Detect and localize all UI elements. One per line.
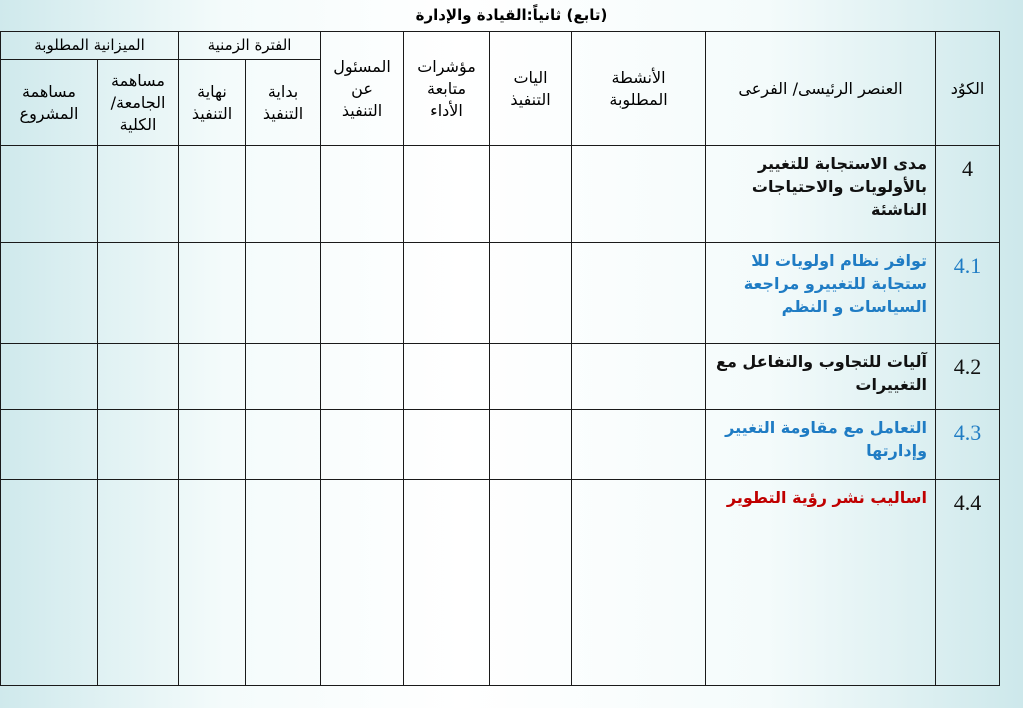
cell-start [246,344,321,410]
cell-mechanisms [490,344,572,410]
cell-university [98,480,179,686]
cell-project [1,146,98,243]
col-header-start: بداية التنفيذ [246,60,321,146]
cell-mechanisms [490,410,572,480]
row-element: مدى الاستجابة للتغيير بالأولويات والاحتياجات الناشئة [706,146,936,243]
cell-mechanisms [490,146,572,243]
plan-table [0,31,1000,686]
cell-start [246,480,321,686]
table-row [1,410,1000,480]
cell-activities [572,243,706,344]
cell-university [98,344,179,410]
row-code: 4.1 [936,243,1000,344]
col-header-end: نهاية التنفيذ [179,60,246,146]
row-code: 4.3 [936,410,1000,480]
cell-end [179,480,246,686]
cell-activities [572,410,706,480]
table-row [1,480,1000,686]
cell-project [1,480,98,686]
cell-responsible [321,410,404,480]
cell-university [98,410,179,480]
cell-project [1,410,98,480]
cell-project [1,344,98,410]
col-header-mechanisms: اليات التنفيذ [490,32,572,146]
cell-activities [572,146,706,243]
header-row-top [1,32,1000,60]
cell-end [179,146,246,243]
row-element: اساليب نشر رؤية التطوير [706,480,936,686]
page-title: (تابع) ثانياً:القيادة والإدارة [415,6,608,24]
cell-indicators [404,410,490,480]
row-element: التعامل مع مقاومة التغيير وإدارتها [706,410,936,480]
table-row [1,146,1000,243]
cell-responsible [321,344,404,410]
col-header-code: الكوُد [936,32,1000,146]
cell-end [179,344,246,410]
cell-start [246,146,321,243]
cell-university [98,146,179,243]
cell-responsible [321,146,404,243]
cell-mechanisms [490,243,572,344]
col-header-university: مساهمة الجامعة/ الكلية [98,60,179,146]
cell-indicators [404,480,490,686]
cell-indicators [404,243,490,344]
row-element: توافر نظام اولويات للا ستجابة للتغييرو مراجعة السياسات و النظم [706,243,936,344]
cell-start [246,410,321,480]
cell-university [98,243,179,344]
col-header-element: العنصر الرئيسى/ الفرعى [706,32,936,146]
table-row [1,243,1000,344]
cell-end [179,410,246,480]
cell-responsible [321,243,404,344]
col-header-project: مساهمة المشروع [1,60,98,146]
row-element: آليات للتجاوب والتفاعل مع التغييرات [706,344,936,410]
cell-end [179,243,246,344]
table-row [1,344,1000,410]
cell-activities [572,344,706,410]
row-code: 4.2 [936,344,1000,410]
row-code: 4 [936,146,1000,243]
cell-start [246,243,321,344]
col-header-responsible: المسئول عن التنفيذ [321,32,404,146]
cell-project [1,243,98,344]
col-header-budget: الميزانية المطلوبة [1,32,179,60]
cell-mechanisms [490,480,572,686]
cell-indicators [404,344,490,410]
cell-indicators [404,146,490,243]
row-code: 4.4 [936,480,1000,686]
col-header-activities: الأنشطة المطلوبة [572,32,706,146]
col-header-indicators: مؤشرات متابعة الأداء [404,32,490,146]
col-header-timeframe: الفترة الزمنية [179,32,321,60]
cell-responsible [321,480,404,686]
cell-activities [572,480,706,686]
